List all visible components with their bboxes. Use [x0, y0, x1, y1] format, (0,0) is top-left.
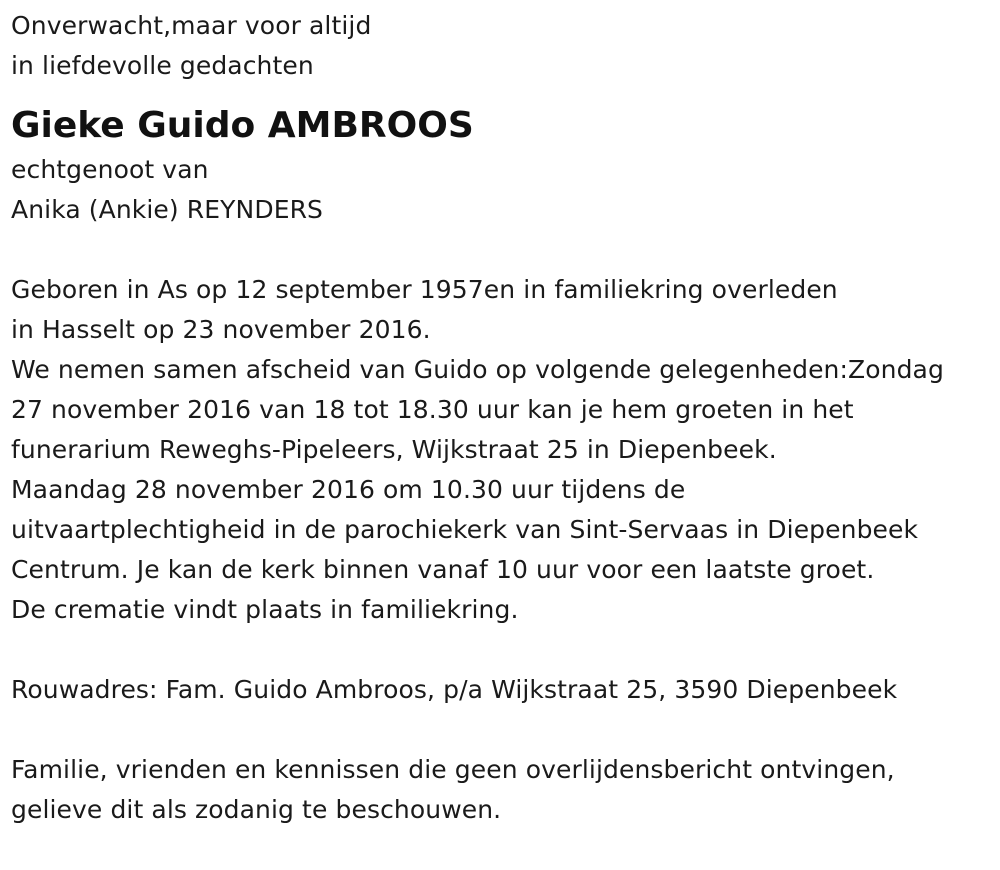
spouse-line: echtgenoot van [11, 155, 209, 184]
closing-line: gelieve dit als zodanig te beschouwen. [11, 795, 502, 824]
spouse-info [11, 150, 996, 230]
announcement-line: uitvaartplechtigheid in de parochiekerk van Sint-Servaas in Diepenbeek [11, 515, 919, 544]
mourning-address: Rouwadres: Fam. Guido Ambroos, p/a Wijkstraat 25, 3590 Diepenbeek [11, 675, 898, 704]
announcement-line: Geboren in As op 12 september 1957en in familiekring overleden [11, 275, 838, 304]
announcement-text [11, 270, 996, 630]
deceased-name: Gieke Guido AMBROOS [11, 105, 474, 146]
spacer [11, 710, 996, 750]
announcement-line: De crematie vindt plaats in familiekring. [11, 595, 519, 624]
spacer [11, 630, 996, 670]
announcement-line: We nemen samen afscheid van Guido op volgende gelegenheden:Zondag [11, 355, 944, 384]
spouse-line: Anika (Ankie) REYNDERS [11, 195, 324, 224]
intro-line: in liefdevolle gedachten [11, 51, 314, 80]
announcement-line: funerarium Reweghs-Pipeleers, Wijkstraat 25 in Diepenbeek. [11, 435, 777, 464]
announcement-line: Maandag 28 november 2016 om 10.30 uur tijdens de [11, 475, 686, 504]
spacer [11, 230, 996, 270]
announcement-line: 27 november 2016 van 18 tot 18.30 uur kan je hem groeten in het [11, 395, 854, 424]
intro-text [11, 6, 996, 86]
closing-text [11, 750, 996, 830]
death-notice [11, 6, 996, 830]
announcement-line: in Hasselt op 23 november 2016. [11, 315, 431, 344]
announcement-line: Centrum. Je kan de kerk binnen vanaf 10 uur voor een laatste groet. [11, 555, 875, 584]
intro-line: Onverwacht,maar voor altijd [11, 11, 372, 40]
closing-line: Familie, vrienden en kennissen die geen overlijdensbericht ontvingen, [11, 755, 895, 784]
